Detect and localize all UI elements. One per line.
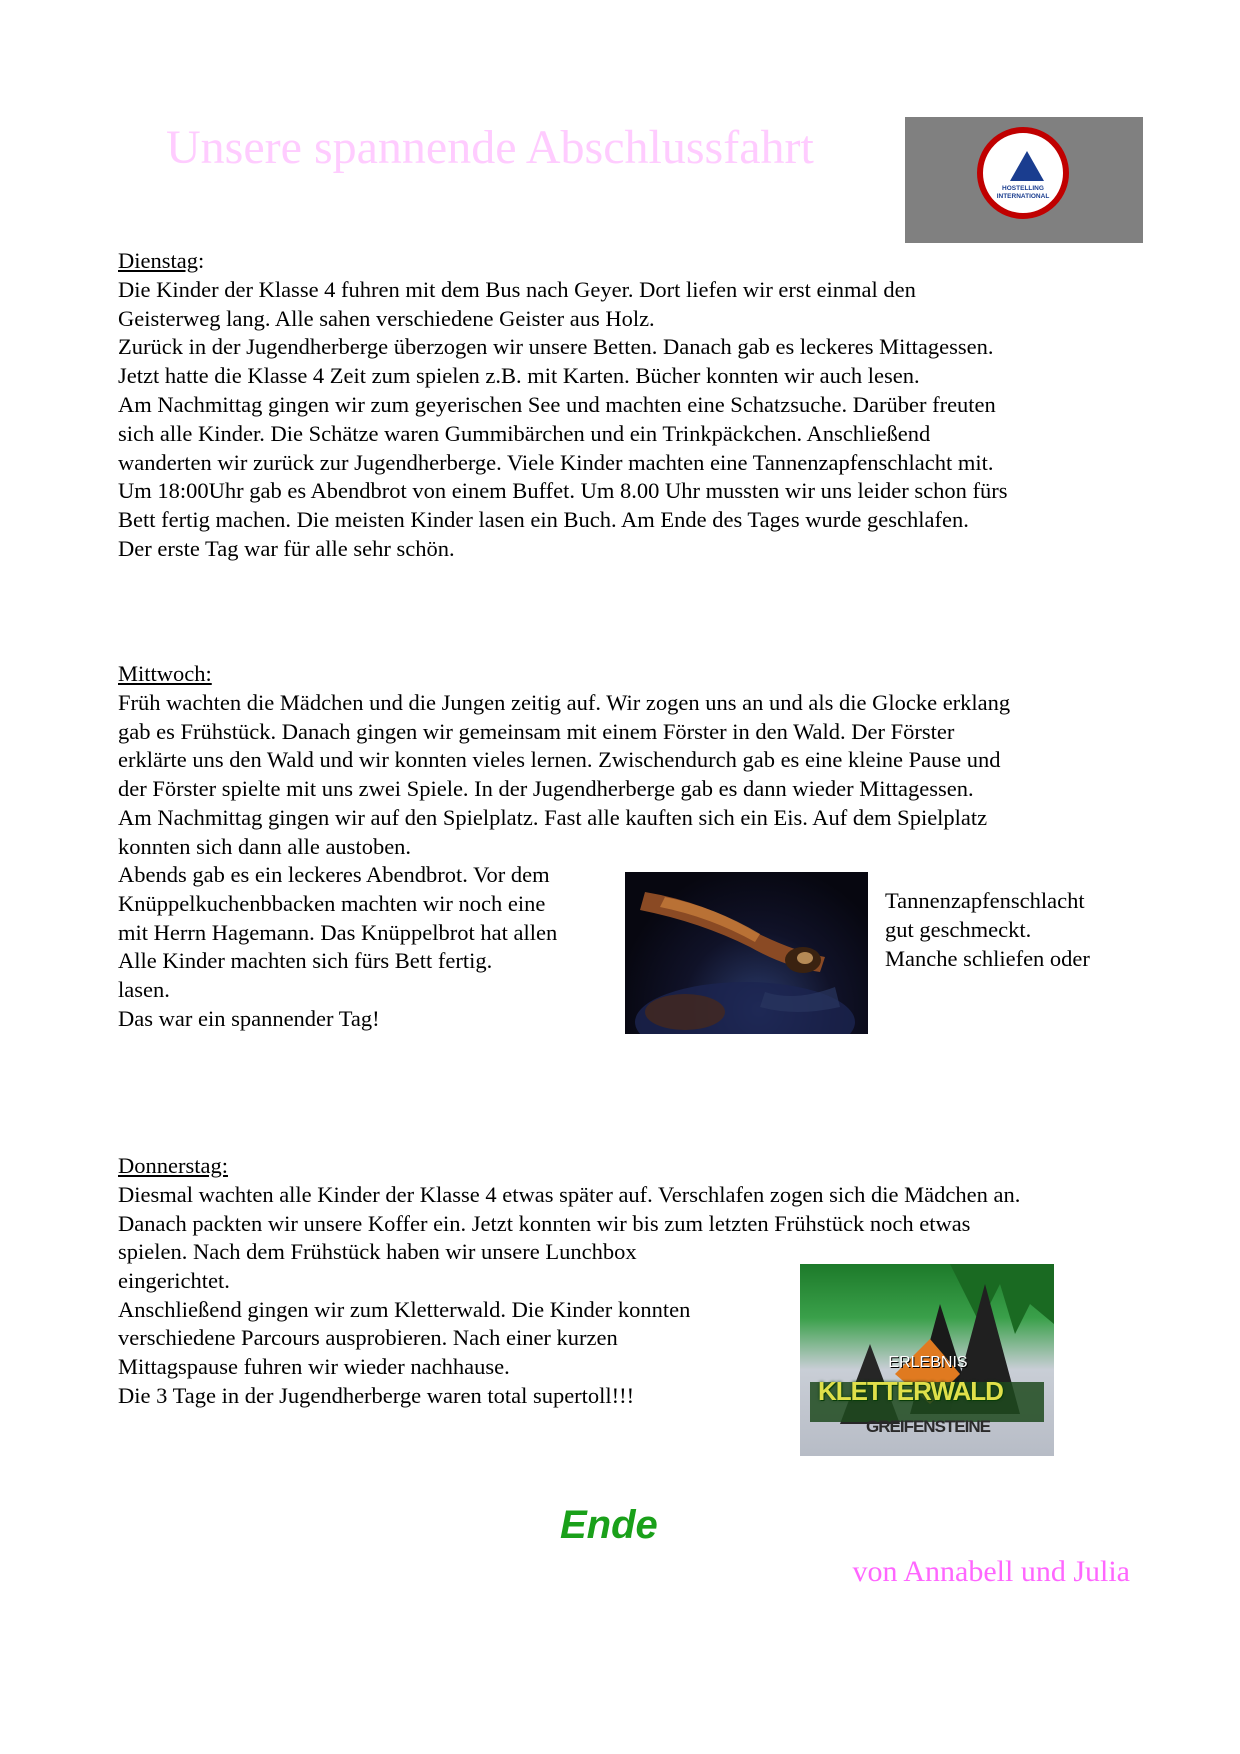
kletterwald-logo-bottom-text: GREIFENSTEINE	[866, 1417, 990, 1436]
text-line: lasen.	[118, 977, 170, 1003]
heading-mittwoch: Mittwoch:	[118, 661, 212, 686]
page-title: Unsere spannende Abschlussfahrt	[166, 121, 814, 174]
heading-donnerstag: Donnerstag:	[118, 1153, 228, 1178]
hostel-logo-image	[905, 117, 1143, 243]
text-line: der Förster spielte mit uns zwei Spiele. In der Jugendherberge gab es dann wieder Mittagessen.	[118, 776, 974, 802]
triangle-icon	[1010, 151, 1044, 181]
text-line: Am Nachmittag gingen wir zum geyerischen See und machten eine Schatzsuche. Darüber freuten	[118, 391, 996, 417]
text-line: wanderten wir zurück zur Jugendherberge. Viele Kinder machten eine Tannenzapfenschlacht mit.	[118, 449, 994, 475]
mittwoch-left-column	[118, 861, 618, 1034]
section-heading	[118, 247, 1138, 276]
text-line: gut geschmeckt.	[885, 916, 1032, 942]
text-line: Danach packten wir unsere Koffer ein. Jetzt konnten wir bis zum letzten Frühstück noch etwas	[118, 1210, 971, 1236]
text-line: Um 18:00Uhr gab es Abendbrot von einem Buffet. Um 8.00 Uhr mussten wir uns leider schon fürs	[118, 478, 1008, 504]
logo-text: HOSTELLING INTERNATIONAL	[996, 185, 1050, 200]
stockbrot-photo	[625, 872, 868, 1034]
kletterwald-logo-image	[800, 1264, 1054, 1456]
text-line: Anschließend gingen wir zum Kletterwald. Die Kinder konnten	[118, 1296, 691, 1322]
heading-colon: :	[197, 248, 205, 273]
text-line: Bett fertig machen. Die meisten Kinder lasen ein Buch. Am Ende des Tages wurde geschlafen.	[118, 507, 969, 533]
text-line: Tannenzapfenschlacht	[885, 888, 1085, 913]
section-mittwoch	[118, 660, 1138, 862]
text-line: Das war ein spannender Tag!	[118, 1005, 380, 1031]
text-line: Geisterweg lang. Alle sahen verschiedene Geister aus Holz.	[118, 305, 655, 331]
text-line: Am Nachmittag gingen wir auf den Spielplatz. Fast alle kauften sich ein Eis. Auf dem Spielplatz	[118, 804, 988, 830]
kletterwald-logo-top-text: ERLEBNIS	[888, 1354, 968, 1371]
text-line: erklärte uns den Wald und wir konnten vieles lernen. Zwischendurch gab es eine kleine Pause und	[118, 747, 1001, 773]
text-line: mit Herrn Hagemann. Das Knüppelbrot hat allen	[118, 919, 558, 945]
text-line: spielen. Nach dem Frühstück haben wir unsere Lunchbox	[118, 1239, 637, 1264]
stockbrot-photo-graphic	[625, 872, 868, 1034]
text-line: Diesmal wachten alle Kinder der Klasse 4 etwas später auf. Verschlafen zogen sich die Mädchen an.	[118, 1181, 1021, 1207]
text-line: verschiedene Parcours ausprobieren. Nach einer kurzen	[118, 1325, 618, 1351]
text-line: sich alle Kinder. Die Schätze waren Gummibärchen und ein Trinkpäckchen. Anschließend	[118, 420, 931, 446]
text-line: Früh wachten die Mädchen und die Jungen zeitig auf. Wir zogen uns an und als die Glocke erklang	[118, 689, 1011, 715]
text-line: Alle Kinder machten sich fürs Bett fertig.	[118, 948, 493, 974]
donnerstag-left-column	[118, 1238, 778, 1411]
hostelling-international-logo-icon	[977, 127, 1069, 219]
heading-dienstag: Dienstag	[118, 248, 198, 273]
text-line: Mittagspause fuhren wir wieder nachhause.	[118, 1354, 510, 1380]
ende-text: Ende	[560, 1503, 658, 1547]
section-donnerstag	[118, 1152, 1138, 1238]
text-line: eingerichtet.	[118, 1267, 230, 1293]
text-line: Zurück in der Jugendherberge überzogen wir unsere Betten. Danach gab es leckeres Mittagessen.	[118, 334, 994, 360]
text-line: Manche schliefen oder	[885, 945, 1090, 971]
kletterwald-logo-title: KLETTERWALD	[818, 1376, 1003, 1406]
mittwoch-right-column	[885, 887, 1145, 973]
section-dienstag	[118, 247, 1138, 564]
text-line: Jetzt hatte die Klasse 4 Zeit zum spielen z.B. mit Karten. Bücher konnten wir auch lesen.	[118, 363, 920, 389]
authors-text: von Annabell und Julia	[852, 1555, 1130, 1588]
text-line: gab es Frühstück. Danach gingen wir gemeinsam mit einem Förster in den Wald. Der Förster	[118, 718, 955, 744]
text-line: Die 3 Tage in der Jugendherberge waren total supertoll!!!	[118, 1382, 635, 1408]
text-line: Abends gab es ein leckeres Abendbrot. Vor dem	[118, 862, 550, 887]
text-line: Die Kinder der Klasse 4 fuhren mit dem Bus nach Geyer. Dort liefen wir erst einmal den	[118, 276, 916, 302]
text-line: Der erste Tag war für alle sehr schön.	[118, 535, 455, 561]
text-line: Knüppelkuchenbbacken machten wir noch eine	[118, 890, 546, 916]
text-line: konnten sich dann alle austoben.	[118, 833, 412, 859]
